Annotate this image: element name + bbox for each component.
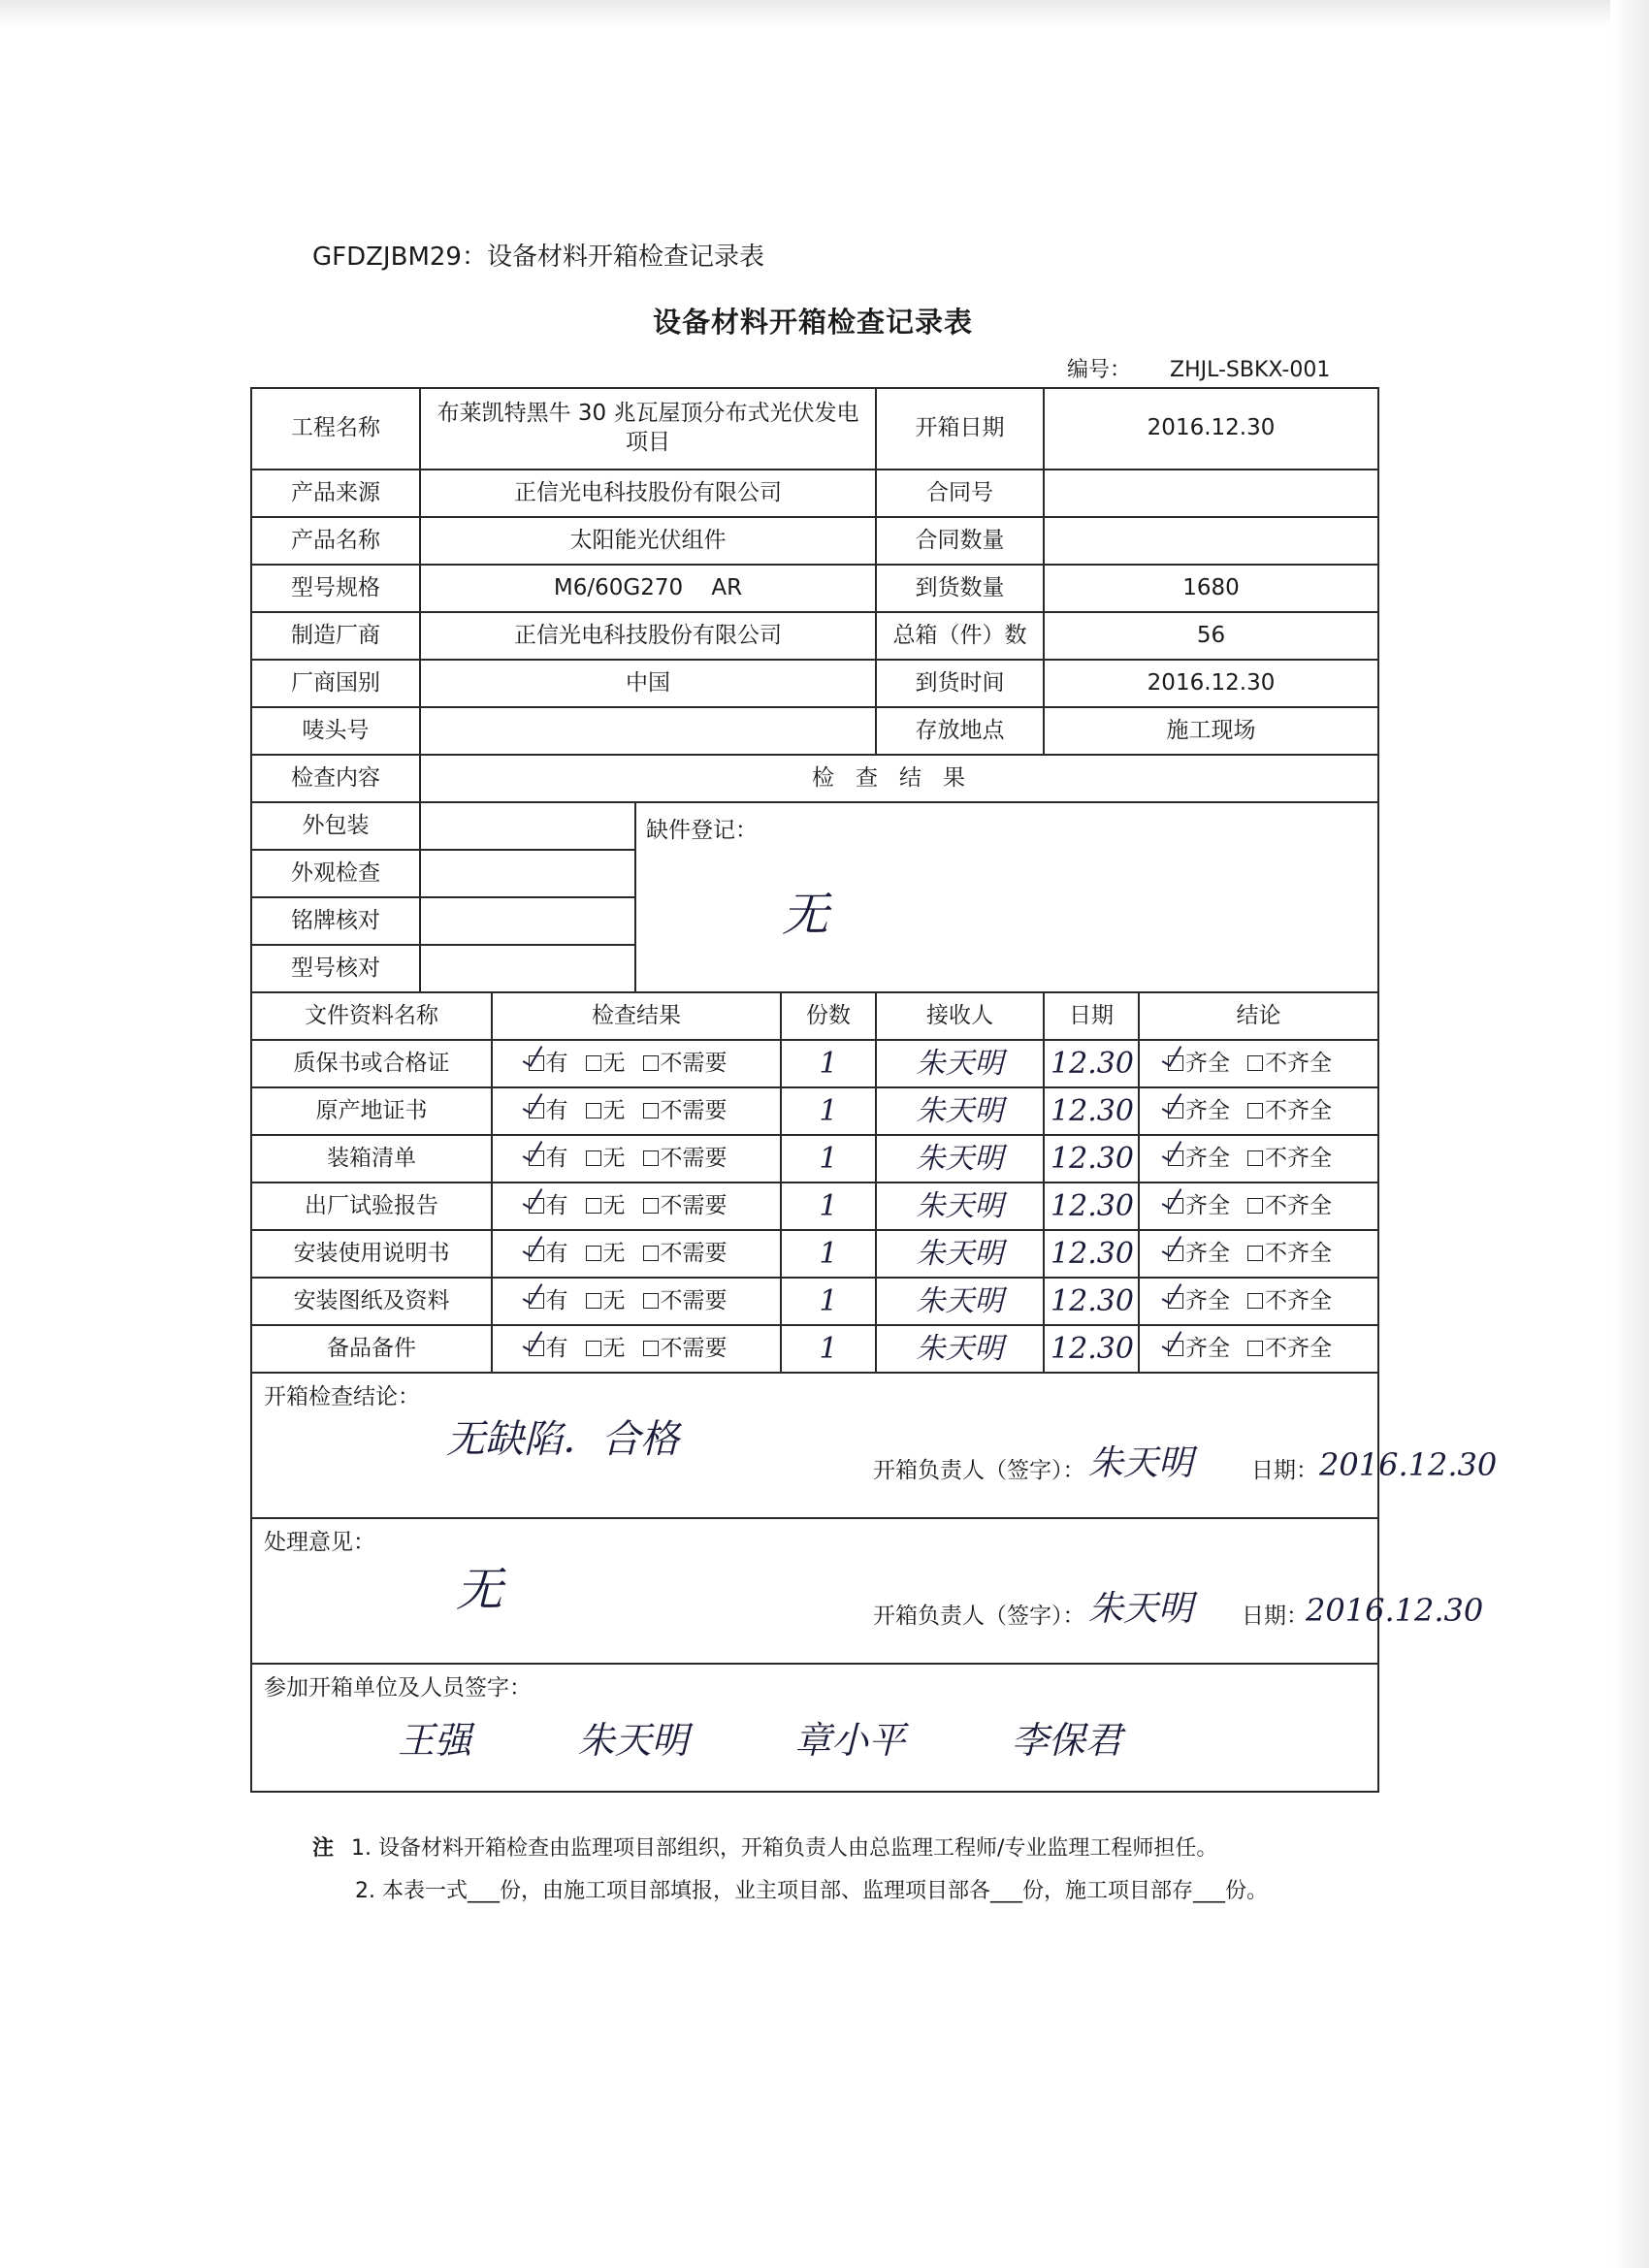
doc-date: 12.30 (1044, 1135, 1139, 1183)
project-name-label: 工程名称 (251, 388, 420, 470)
checkbox-icon[interactable] (643, 1103, 659, 1118)
attendee-signature: 朱天明 (577, 1719, 689, 1762)
doc-name: 原产地证书 (251, 1087, 492, 1135)
checkbox-checked-icon[interactable] (529, 1341, 544, 1356)
checkbox-checked-icon[interactable] (529, 1103, 544, 1118)
doc-conclusion: 齐全 不齐全 (1139, 1183, 1378, 1230)
handling-owner-label: 开箱负责人（签字）： (873, 1604, 1085, 1629)
storage-label: 存放地点 (876, 707, 1044, 755)
doc-conclusion: 齐全 不齐全 (1139, 1040, 1378, 1087)
arrival-time-value: 2016.12.30 (1044, 660, 1378, 707)
serial-number (1067, 353, 1330, 383)
defect-handwritten: 无 (782, 887, 829, 942)
notes-label: 注 (312, 1836, 335, 1861)
doc-receiver: 朱天明 (876, 1040, 1044, 1087)
doc-date: 12.30 (1044, 1040, 1139, 1087)
checkbox-icon[interactable] (643, 1150, 659, 1166)
checkbox-checked-icon[interactable] (1168, 1055, 1183, 1071)
box-count-value: 56 (1044, 612, 1378, 660)
arrival-qty-value: 1680 (1044, 565, 1378, 612)
maker-value: 正信光电科技股份有限公司 (420, 612, 876, 660)
doc-copies: 1 (781, 1040, 876, 1087)
doc-date: 12.30 (1044, 1230, 1139, 1278)
handling-opinion (251, 1518, 1484, 1664)
source-label: 产品来源 (251, 470, 420, 517)
doc-check-options: 有 无 不需要 (492, 1040, 781, 1087)
scan-edge-top (0, 0, 1649, 27)
attendees-label: 参加开箱单位及人员签字： (264, 1675, 532, 1701)
page-title: 设备材料开箱检查记录表 (652, 306, 973, 339)
checkbox-checked-icon[interactable] (529, 1150, 544, 1166)
doc-row (251, 1325, 1378, 1373)
inspection-item: 型号核对 (251, 945, 420, 992)
conclusion-handwritten: 无缺陷．合格 (446, 1417, 679, 1462)
doc-row (251, 1087, 1378, 1135)
doc-receiver: 朱天明 (876, 1325, 1044, 1373)
doc-receiver: 朱天明 (876, 1278, 1044, 1325)
doc-header-conclusion: 结论 (1139, 992, 1378, 1040)
doc-name: 备品备件 (251, 1325, 492, 1373)
handling-date-value: 2016.12.30 (1306, 1592, 1484, 1629)
open-date-value: 2016.12.30 (1044, 388, 1378, 470)
defect-register (635, 802, 1378, 992)
note-1: 1. 设备材料开箱检查由监理项目部组织，开箱负责人由总监理工程师/专业监理工程师担任。 (351, 1836, 1218, 1861)
doc-copies: 1 (781, 1325, 876, 1373)
arrival-time-label: 到货时间 (876, 660, 1044, 707)
project-name-value: 布莱凯特黑牛 30 兆瓦屋顶分布式光伏发电项目 (420, 388, 876, 470)
doc-row (251, 1278, 1378, 1325)
conclusion-label: 开箱检查结论： (264, 1384, 420, 1409)
inspection-item-result (420, 850, 635, 897)
footnotes (312, 1828, 1268, 1913)
doc-name: 质保书或合格证 (251, 1040, 492, 1087)
doc-conclusion: 齐全 不齐全 (1139, 1325, 1378, 1373)
doc-conclusion: 齐全 不齐全 (1139, 1087, 1378, 1135)
doc-receiver: 朱天明 (876, 1230, 1044, 1278)
handling-owner-signature: 朱天明 (1088, 1589, 1194, 1629)
doc-header-date: 日期 (1044, 992, 1139, 1040)
doc-check-options: 有 无 不需要 (492, 1278, 781, 1325)
box-count-label: 总箱（件）数 (876, 612, 1044, 660)
conclusion-owner-signature: 朱天明 (1088, 1443, 1194, 1483)
doc-date: 12.30 (1044, 1087, 1139, 1135)
doc-copies: 1 (781, 1230, 876, 1278)
doc-copies: 1 (781, 1087, 876, 1135)
checkbox-icon[interactable] (643, 1246, 659, 1261)
doc-date: 12.30 (1044, 1325, 1139, 1373)
doc-header-copies: 份数 (781, 992, 876, 1040)
storage-value: 施工现场 (1044, 707, 1378, 755)
checkbox-checked-icon[interactable] (1168, 1103, 1183, 1118)
country-label: 厂商国别 (251, 660, 420, 707)
contract-no-value (1044, 470, 1378, 517)
checkbox-icon[interactable] (1247, 1198, 1263, 1214)
doc-receiver: 朱天明 (876, 1135, 1044, 1183)
checkbox-checked-icon[interactable] (529, 1198, 544, 1214)
doc-date: 12.30 (1044, 1183, 1139, 1230)
country-value: 中国 (420, 660, 876, 707)
checkbox-checked-icon[interactable] (529, 1293, 544, 1309)
doc-row (251, 1183, 1378, 1230)
form-code-title: GFDZJBM29：设备材料开箱检查记录表 (312, 243, 764, 272)
contract-qty-value (1044, 517, 1378, 565)
doc-copies: 1 (781, 1278, 876, 1325)
checkbox-checked-icon[interactable] (1168, 1246, 1183, 1261)
serial-value: ZHJL-SBKX-001 (1170, 358, 1331, 382)
doc-check-options: 有 无 不需要 (492, 1230, 781, 1278)
checkbox-icon[interactable] (586, 1103, 601, 1118)
inspection-item: 外观检查 (251, 850, 420, 897)
doc-name: 安装使用说明书 (251, 1230, 492, 1278)
checkbox-icon[interactable] (1247, 1293, 1263, 1309)
note-2: 2. 本表一式___份，由施工项目部填报，业主项目部、监理项目部各___份，施工项目部存___份。 (355, 1879, 1268, 1903)
contract-qty-label: 合同数量 (876, 517, 1044, 565)
product-name-value: 太阳能光伏组件 (420, 517, 876, 565)
checkbox-checked-icon[interactable] (529, 1246, 544, 1261)
handling-handwritten: 无 (456, 1563, 503, 1617)
open-date-label: 开箱日期 (876, 388, 1044, 470)
doc-check-options: 有 无 不需要 (492, 1135, 781, 1183)
handling-date-label: 日期： (1242, 1604, 1309, 1629)
conclusion-date-label: 日期： (1251, 1458, 1318, 1483)
inspection-record-table (250, 387, 1498, 1793)
serial-label: 编号： (1067, 358, 1132, 382)
checkbox-icon[interactable] (586, 1150, 601, 1166)
checkbox-checked-icon[interactable] (1168, 1293, 1183, 1309)
checkbox-checked-icon[interactable] (529, 1055, 544, 1071)
doc-name: 装箱清单 (251, 1135, 492, 1183)
doc-row (251, 1040, 1378, 1087)
doc-conclusion: 齐全 不齐全 (1139, 1135, 1378, 1183)
shipping-mark-label: 唛头号 (251, 707, 420, 755)
doc-copies: 1 (781, 1183, 876, 1230)
doc-receiver: 朱天明 (876, 1183, 1044, 1230)
attendee-signature: 章小平 (794, 1719, 906, 1762)
arrival-qty-label: 到货数量 (876, 565, 1044, 612)
checkbox-checked-icon[interactable] (1168, 1198, 1183, 1214)
doc-name: 安装图纸及资料 (251, 1278, 492, 1325)
checkbox-icon[interactable] (586, 1293, 601, 1309)
attendee-signature: 李保君 (1011, 1719, 1122, 1762)
inspection-item-result (420, 897, 635, 945)
doc-header-result: 检查结果 (492, 992, 781, 1040)
doc-header-receiver: 接收人 (876, 992, 1044, 1040)
doc-header-name: 文件资料名称 (251, 992, 492, 1040)
shipping-mark-value (420, 707, 876, 755)
doc-conclusion: 齐全 不齐全 (1139, 1278, 1378, 1325)
maker-label: 制造厂商 (251, 612, 420, 660)
doc-copies: 1 (781, 1135, 876, 1183)
conclusion-owner-label: 开箱负责人（签字）： (873, 1458, 1085, 1483)
checkbox-icon[interactable] (643, 1055, 659, 1071)
checkbox-icon[interactable] (586, 1246, 601, 1261)
doc-check-options: 有 无 不需要 (492, 1325, 781, 1373)
contract-no-label: 合同号 (876, 470, 1044, 517)
doc-row (251, 1135, 1378, 1183)
checkbox-checked-icon[interactable] (1168, 1341, 1183, 1356)
handling-label: 处理意见： (264, 1530, 375, 1555)
attendee-signature: 王强 (398, 1719, 472, 1762)
checkbox-icon[interactable] (1247, 1103, 1263, 1118)
inspection-item: 铭牌核对 (251, 897, 420, 945)
source-value: 正信光电科技股份有限公司 (420, 470, 876, 517)
doc-check-options: 有 无 不需要 (492, 1183, 781, 1230)
attendee-signatures (251, 1664, 1378, 1792)
inspection-conclusion (251, 1373, 1498, 1518)
inspection-item: 外包装 (251, 802, 420, 850)
inspection-content-label: 检查内容 (251, 755, 420, 802)
doc-name: 出厂试验报告 (251, 1183, 492, 1230)
checkbox-icon[interactable] (586, 1055, 601, 1071)
checkbox-icon[interactable] (1247, 1246, 1263, 1261)
checkbox-icon[interactable] (586, 1198, 601, 1214)
doc-check-options: 有 无 不需要 (492, 1087, 781, 1135)
doc-date: 12.30 (1044, 1278, 1139, 1325)
model-value: M6/60G270 AR (420, 565, 876, 612)
doc-receiver: 朱天明 (876, 1087, 1044, 1135)
inspection-item-result (420, 945, 635, 992)
model-label: 型号规格 (251, 565, 420, 612)
checkbox-icon[interactable] (643, 1341, 659, 1356)
product-name-label: 产品名称 (251, 517, 420, 565)
checkbox-icon[interactable] (586, 1341, 601, 1356)
checkbox-icon[interactable] (643, 1293, 659, 1309)
checkbox-icon[interactable] (643, 1198, 659, 1214)
doc-row (251, 1230, 1378, 1278)
checkbox-icon[interactable] (1247, 1341, 1263, 1356)
conclusion-date-value: 2016.12.30 (1319, 1446, 1498, 1483)
checkbox-icon[interactable] (1247, 1150, 1263, 1166)
inspection-item-result (420, 802, 635, 850)
doc-conclusion: 齐全 不齐全 (1139, 1230, 1378, 1278)
checkbox-checked-icon[interactable] (1168, 1150, 1183, 1166)
defect-label: 缺件登记： (646, 818, 758, 843)
checkbox-icon[interactable] (1247, 1055, 1263, 1071)
inspection-result-label: 检查结果 (420, 755, 1378, 802)
attendee-name-list (398, 1717, 1219, 1765)
